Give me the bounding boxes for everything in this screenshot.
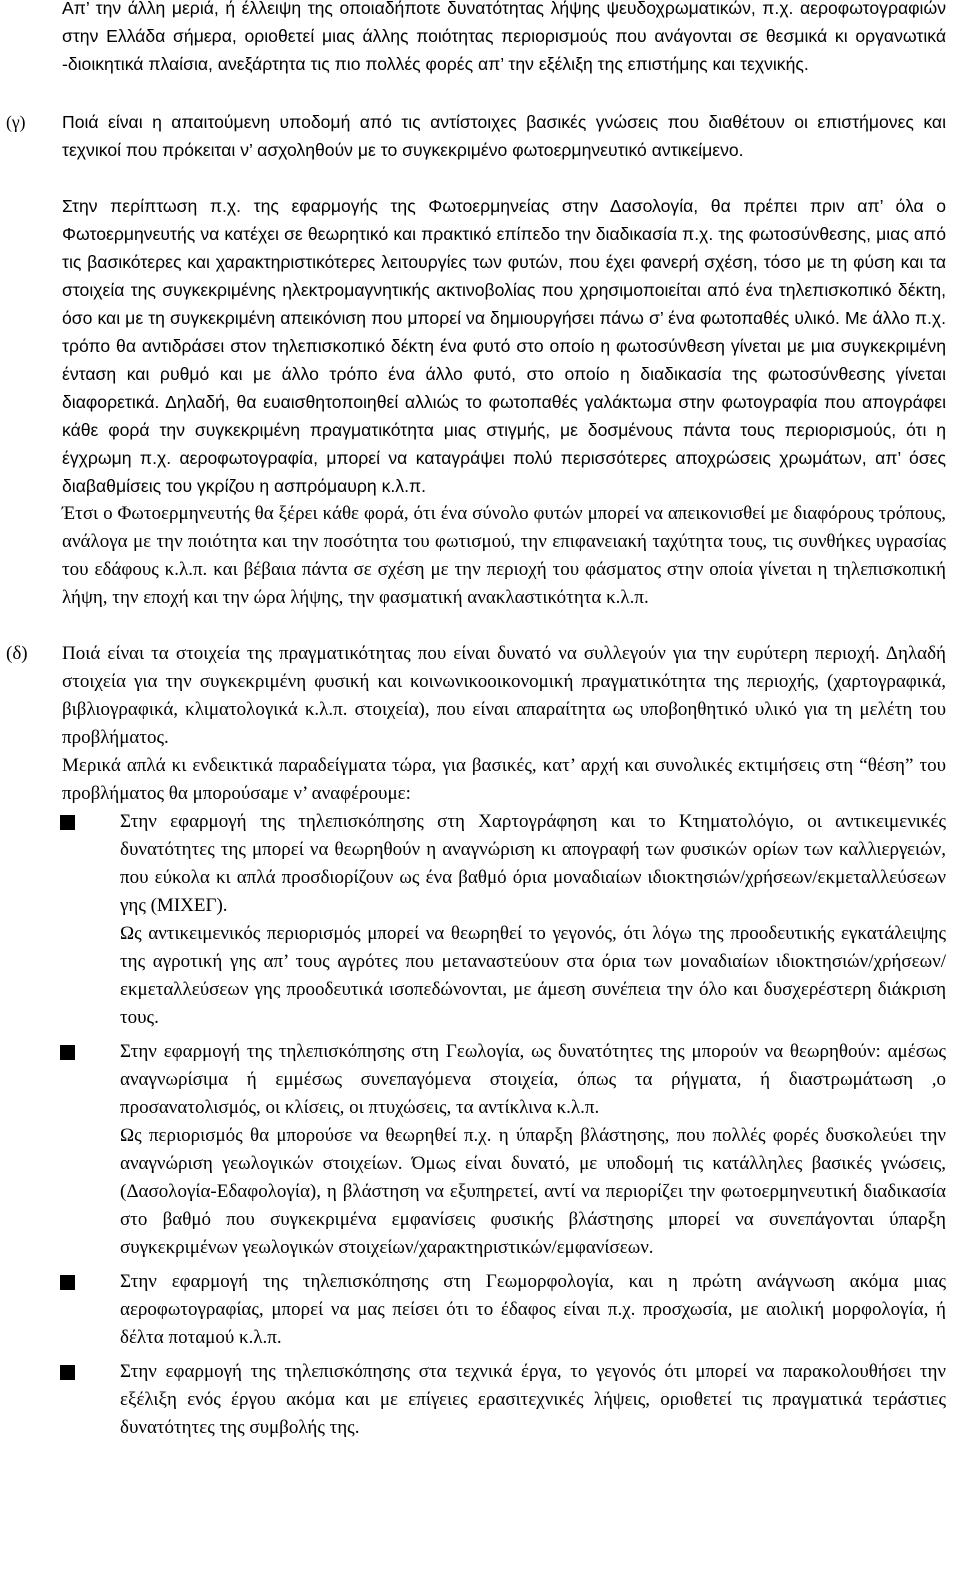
square-bullet-icon (60, 815, 75, 830)
section-d-intro (62, 752, 946, 808)
section-g-paragraph-2: Έτσι ο Φωτοερμηνευτής θα ξέρει κάθε φορά, ότι ένα σύνολο φυτών μπορεί να απεικονισθεί με διαφόρους τρόπους, ανάλογα με την ποιότητα και την ποσότητα του φωτισμού, την επιφανειακή ταχύτητα τους, τις συνθήκες υγρασίας του εδάφους κ.λ.π. και βέβαια πάντα σε σχέση με την περιοχή του φάσματος στην οποία γίνεται η τηλεπισκοπική λήψη, την εποχή και την ώρα λήψης, την φασματική ανακλαστικότητα κ.λ.π. (62, 503, 946, 608)
section-g (62, 108, 946, 164)
section-d-question: Ποιά είναι τα στοιχεία της πραγματικότητας που είναι δυνατό να συλλεγούν για την ευρύτερη περιοχή. Δηλαδή στοιχεία για την συγκεκριμένη φυσική και κοινωνικοοικονομική πραγματικότητα της περιοχής, (χαρτογραφικά, βιβλιογραφικά, κλιματολογικά κ.λ.π. στοιχεία), που είναι απαραίτητα ως υποβοηθητικό υλικό για τη μελέτη του προβλήματος. (62, 643, 946, 748)
section-g-paragraph-1: Στην περίπτωση π.χ. της εφαρμογής της Φωτοερμηνείας στην Δασολογία, θα πρέπει πριν απ’ όλα ο Φωτοερμηνευτής να κατέχει σε θεωρητικό και πρακτικό επίπεδο την διαδικασία π.χ. της φωτοσύνθεσης, μιας από τις βασικότερες και χαρακτηριστικότερες λειτουργίες των φυτών, που έχει φανερή σχέση, τόσο με τη φύση και τα στοιχεία της συγκεκριμένης ηλεκτρομαγνητικής ακτινοβολίας που χρησιμοποιείται από ένα τηλεπισκοπικό δέκτη, όσο και με τη συγκεκριμένη απεικόνιση που μπορεί να δημιουργήσει πάνω σ’ ένα φωτοπαθές υλικό. Με άλλο π.χ. τρόπο θα αντιδράσει στον τηλεπισκοπικό δέκτη ένα φυτό στο οποίο η φωτοσύνθεση γίνεται με μια συγκεκριμένη ένταση και ρυθμό και με άλλο τρόπο ένα άλλο φυτό, στο οποίο η διαδικασία της φωτοσύνθεσης γίνεται διαφορετικά. Δηλαδή, θα ευαισθητοποιηθεί αλλιώς το φωτοπαθές γαλάκτωμα στην φωτογραφία που απογράφει κάθε φορά την συγκεκριμένη πραγματικότητα μιας στιγμής, με δοσμένους πάντα τους περιορισμούς, ότι η έγχρωμη π.χ. αεροφωτογραφία, μπορεί να καταγράψει πολύ περισσότερες αποχρώσεις χρωμάτων, απ’ όσες διαβαθμίσεις του γκρίζου η ασπρόμαυρη κ.λ.π. (62, 196, 946, 496)
bullet-list (62, 808, 946, 1442)
list-item (62, 1268, 946, 1352)
section-g-question: Ποιά είναι η απαιτούμενη υποδομή από τις αντίστοιχες βασικές γνώσεις που διαθέτουν οι επιστήμονες και τεχνικοί που πρόκειται ν’ ασχοληθούν με το συγκεκριμένο φωτοερμηνευτικό αντικείμενο. (62, 112, 946, 160)
bullet-text: Στην εφαρμογή της τηλεπισκόπησης στη Γεωλογία, ως δυνατότητες της μπορούν να θεωρηθούν: αμέσως αναγνωρίσιμα ή εμμέσως συνεπαγόμενα στοιχεία, όπως τα ρήγματα, ή διαστρωμάτωση ,ο προσανατολισμός, οι κλίσεις, οι πτυχώσεις, τα αντίκλινα κ.λ.π. (120, 1041, 946, 1118)
bullet-extra: Ως αντικειμενικός περιορισμός μπορεί να θεωρηθεί το γεγονός, ότι λόγω της προοδευτικής εγκατάλειψης της αγροτική γης απ’ τους αγρότες που μεταναστεύουν στα όρια των μοναδιαίων ιδιοκτησιών/χρήσεων/εκμεταλλεύσεων γης προοδευτικά ισοπεδώνονται, με άμεση συνέπεια την όλο και δυσχερέστερη διάκριση τους. (120, 923, 946, 1028)
section-g-body-2 (62, 500, 946, 612)
list-item (62, 808, 946, 1032)
bullet-text: Στην εφαρμογή της τηλεπισκόπησης στη Γεωμορφολογία, και η πρώτη ανάγνωση ακόμα μιας αεροφωτογραφίας, μπορεί να μας πείσει ότι το έδαφος είναι π.χ. προσχωσία, με αιολική μορφολογία, ή δέλτα ποταμού κ.λ.π. (120, 1271, 946, 1348)
section-d-paragraph-1: Μερικά απλά κι ενδεικτικά παραδείγματα τώρα, για βασικές, κατ’ αρχή και συνολικές εκτιμήσεις στη “θέση” του προβλήματος θα μπορούσαμε ν’ αναφέρουμε: (62, 755, 946, 804)
section-g-body (62, 192, 946, 500)
list-item (62, 1358, 946, 1442)
bullet-text: Στην εφαρμογή της τηλεπισκόπησης στη Χαρτογράφηση και το Κτηματολόγιο, οι αντικειμενικές δυνατότητες της μπορεί να θεωρηθούν η αναγνώριση κι απογραφή των φυσικών ορίων των καλλιεργειών, που εύκολα κι απλά προσδιορίζουν ως ένα βαθμό όρια μοναδιαίων ιδιοκτησιών/χρήσεων/εκμεταλλεύσεων γης (ΜΙΧΕΓ). (120, 811, 946, 916)
bullet-text: Στην εφαρμογή της τηλεπισκόπησης στα τεχνικά έργα, το γεγονός ότι μπορεί να παρακολουθήσει την εξέλιξη ενός έργου ακόμα και με επίγειες ερασιτεχνικές λήψεις, οριοθετεί τις πραγματικά τεράστιες δυνατότητες της συμβολής της. (120, 1361, 946, 1438)
intro-paragraph (62, 0, 946, 78)
section-d (62, 640, 946, 752)
square-bullet-icon (60, 1275, 75, 1290)
intro-text: Απ’ την άλλη μεριά, ή έλλειψη της οποιαδήποτε δυνατότητας λήψης ψευδοχρωματικών, π.χ. αεροφωτογραφιών στην Ελλάδα σήμερα, οριοθετεί μιας άλλης ποιότητας περιορισμούς που ανάγονται σε θεσμικά κι οργανωτικά -διοικητικά πλαίσια, ανεξάρτητα τις πιο πολλές φορές απ’ την εξέλιξη της επιστήμης και τεχνικής. (62, 0, 946, 74)
section-g-marker: (γ) (6, 112, 26, 132)
square-bullet-icon (60, 1365, 75, 1380)
square-bullet-icon (60, 1045, 75, 1060)
bullet-extra: Ως περιορισμός θα μπορούσε να θεωρηθεί π.χ. η ύπαρξη βλάστησης, που πολλές φορές δυσκολεύει την αναγνώριση γεωλογικών στοιχείων. Όμως είναι δυνατό, με υποδομή τις κατάλληλες βασικές γνώσεις, (Δασολογία-Εδαφολογία), η βλάστηση να εξυπηρετεί, αντί να περιορίζει την φωτοερμηνευτική διαδικασία στο βαθμό που συγκεκριμένα εμφανίσεις φυσικής βλάστησης μπορεί να συνεπάγονται ύπαρξη συγκεκριμένων γεωλογικών στοιχείων/χαρακτηριστικών/εμφανίσεων. (120, 1125, 946, 1258)
list-item (62, 1038, 946, 1262)
section-d-marker: (δ) (6, 643, 28, 664)
